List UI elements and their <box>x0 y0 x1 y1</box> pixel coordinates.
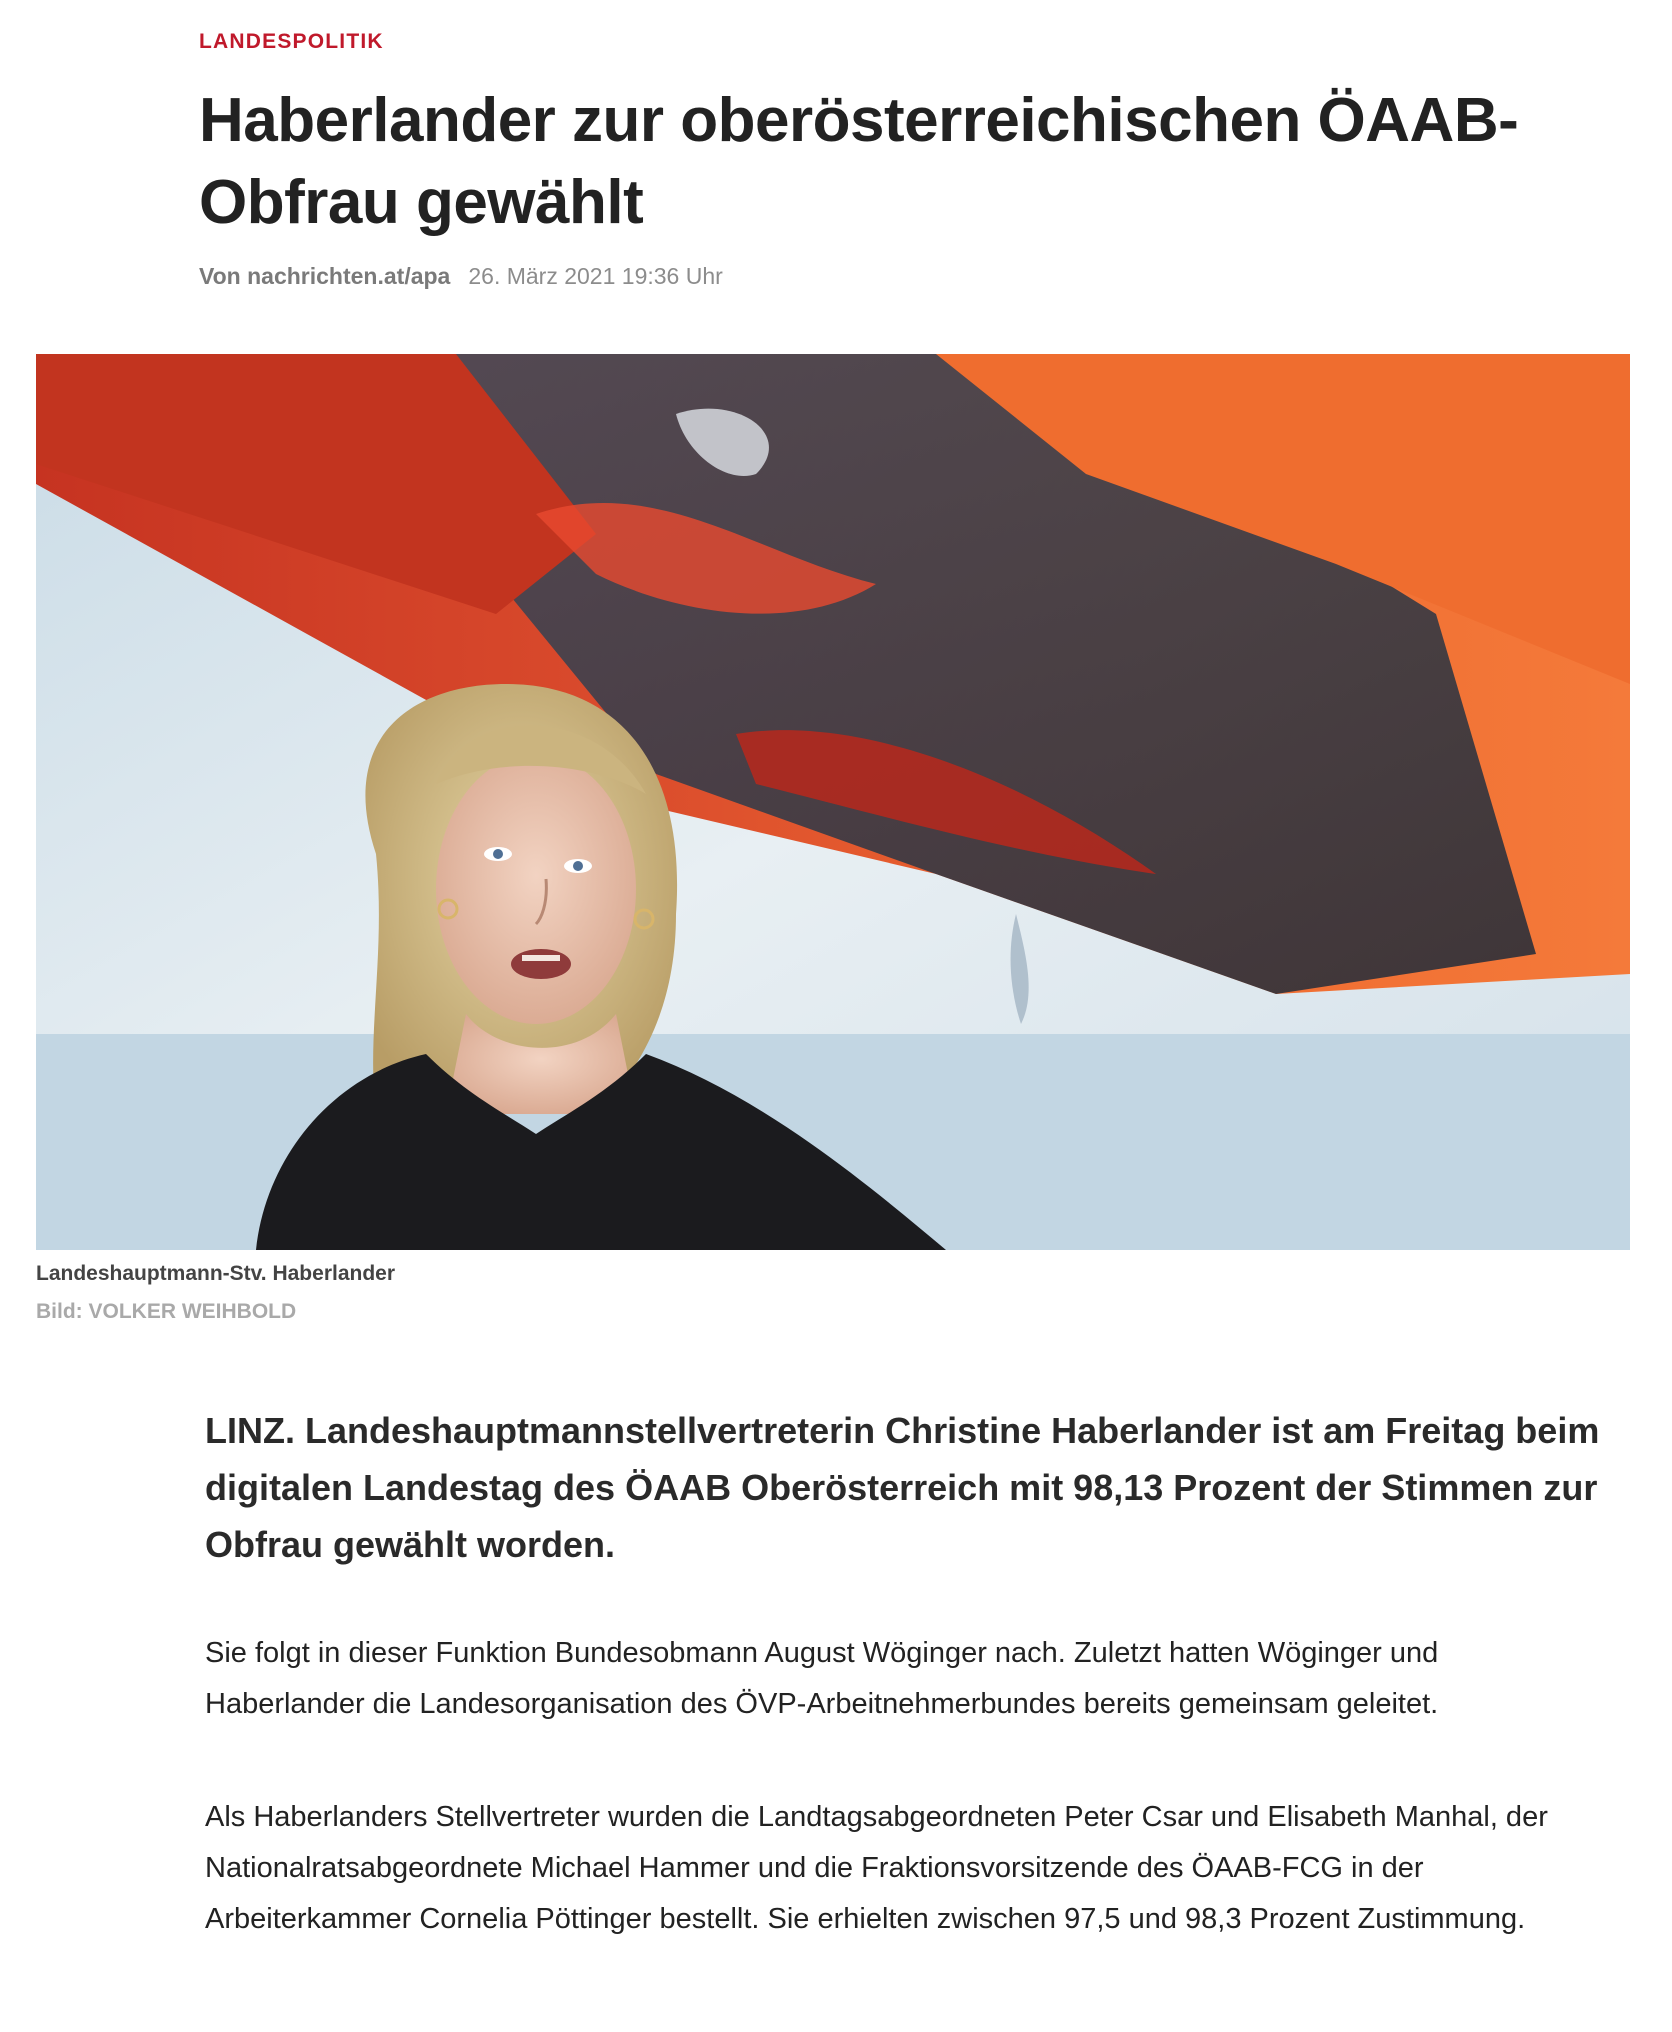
credit-name: VOLKER WEIHBOLD <box>88 1300 297 1323</box>
article-paragraph: Als Haberlanders Stellvertreter wurden die Landtagsabgeordneten Peter Csar und Elisabeth Manhal, der Nationalratsabgeordnete Michael Hammer und die Fraktionsvorsitzende des ÖAAB-FCG in der Arbeiterkammer Cornelia Pöttinger bestellt. Sie erhielten zwischen 97,5 und 98,3 Prozent Zustimmung. <box>205 1801 1548 1935</box>
author[interactable]: Von nachrichten.at/apa <box>199 263 451 289</box>
credit-label: Bild: <box>36 1300 83 1323</box>
article-paragraph: Sie folgt in dieser Funktion Bundesobmann August Wöginger nach. Zuletzt hatten Wöginger und Haberlander die Landesorganisation des ÖVP-Arbeitnehmerbundes bereits gemeinsam geleitet. <box>205 1637 1439 1720</box>
article-lead: LINZ. Landeshauptmannstellvertreterin Christine Haberlander ist am Freitag beim digitalen Landestag des ÖAAB Oberösterreich mit 98,13 Prozent der Stimmen zur Obfrau gewählt worden. <box>205 1410 1600 1565</box>
article-title: Haberlander zur oberösterreichischen ÖAAB-Obfrau gewählt <box>199 86 1519 237</box>
publish-date: 26. März 2021 19:36 Uhr <box>468 263 723 289</box>
category-label[interactable]: LANDESPOLITIK <box>199 30 384 53</box>
byline <box>199 263 723 290</box>
article-image[interactable] <box>36 354 1630 1250</box>
image-caption: Landeshauptmann-Stv. Haberlander <box>36 1262 396 1285</box>
photo-illustration <box>36 354 1630 1250</box>
image-credit <box>36 1300 296 1324</box>
